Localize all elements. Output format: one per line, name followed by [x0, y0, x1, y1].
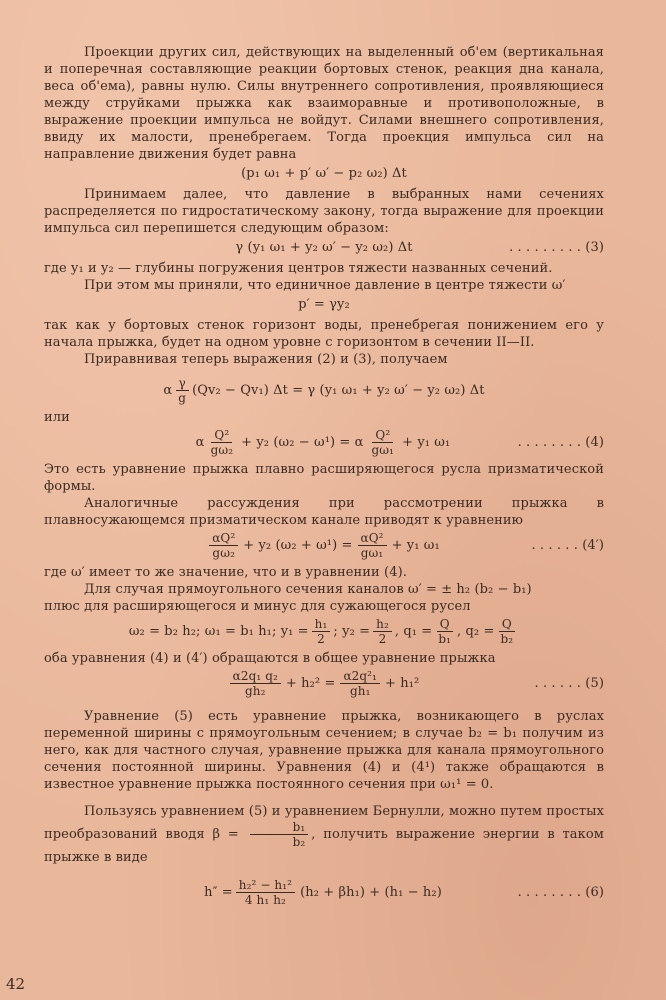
equation-4-tail: + y₁ ω₁ [402, 435, 451, 450]
paragraph-equating: Приравнивая теперь выражения (2) и (3), получаем [84, 352, 448, 367]
equation-3-text: γ (y₁ ω₁ + y₂ ω′ − y₂ ω₂) Δt [235, 240, 413, 255]
fraction-numerator: Q [499, 617, 515, 632]
equation-beta [212, 820, 311, 849]
fraction-numerator: α2q²₁ [340, 669, 380, 684]
equation-rect-fraction-q1 [435, 617, 454, 646]
paragraph-projections: Проекции других сил, действующих на выделенный об'ем (вертикальная и поперечная составляющие реакции бортовых стенок, реакция дна канала, веса об'ема), равны нулю. Силы внутреннего сопротивления, проявляющиеся между струйками прыжка как взаиморавные и противоположные, в выражение проекции импульса не войдут. Силами внешнего сопротивления, ввиду их малости, пренебрегаем. Тогда проекция импульса сил на направление движения будет равна [44, 45, 604, 162]
equation-beta-left: β = [212, 827, 239, 842]
paragraph-expanding-channel: Это есть уравнение прыжка плавно расширяющегося русла призматической формы. [44, 462, 604, 494]
fraction-denominator: gh₁ [349, 684, 371, 698]
fraction-numerator: Q [437, 617, 453, 632]
equation-rectangular-definitions [44, 617, 604, 646]
equation-5-middle: + h₂² = [285, 676, 336, 691]
equation-4 [44, 428, 604, 457]
equation-5-tail: + h₁² [385, 676, 420, 691]
fraction-denominator: b₂ [500, 632, 514, 646]
equation-6-left: h″ = [204, 885, 233, 900]
paragraph-depths: где y₁ и y₂ — глубины погружения центров тяжести названных сечений. [44, 261, 553, 276]
fraction-denominator: 2 [378, 632, 387, 646]
page-number: 42 [6, 975, 26, 993]
paragraph-rectangular-case [44, 581, 604, 598]
paragraph-side-walls: так как у бортовых стенок горизонт воды, пренебрегая понижением его у начала прыжка, будет на одном уровне с горизонтом в сечении II—II. [44, 318, 604, 350]
equation-impulse-text: (p₁ ω₁ + p′ ω′ − p₂ ω₂) Δt [241, 166, 407, 181]
paragraph-hydrostatic: Принимаем далее, что давление в выбранных нами сечениях распределяется по гидростатическому закону, тогда выражение для проекции импульса сил перепишется следующим образом: [44, 187, 604, 236]
equation-equated-alpha: α [163, 383, 173, 398]
equation-5-number: . . . . . . (5) [534, 676, 604, 691]
equation-rect-defs-text: ω₂ = b₂ h₂; ω₁ = b₁ h₁; y₁ = [128, 624, 309, 639]
equation-impulse [44, 165, 604, 182]
fraction-denominator: gω₂ [212, 546, 235, 560]
paragraph-general-equation: оба уравнения (4) и (4′) обращаются в общее уравнение прыжка [44, 651, 496, 666]
fraction-numerator: Q² [372, 428, 393, 443]
fraction-numerator: h₂² − h₁² [236, 878, 295, 893]
equation-4-fraction-left [208, 428, 237, 457]
paragraph-bernoulli [44, 803, 604, 866]
equation-6-fraction [236, 878, 295, 907]
equation-rect-fraction-y1 [312, 617, 331, 646]
equation-3-number: . . . . . . . . . (3) [509, 240, 604, 255]
paragraph-bernoulli-text: Пользуясь уравнением (5) и уравнением Бернулли, можно путем простых преобразований вводя [44, 804, 604, 842]
equation-4-prime-tail: + y₁ ω₁ [391, 538, 440, 553]
equation-rect-y2-label: ; y₂ = [333, 624, 371, 639]
equation-4-prime-number: . . . . . . (4′) [531, 538, 604, 553]
fraction-numerator: b₁ [250, 820, 309, 835]
fraction-numerator: h₁ [312, 617, 331, 632]
paragraph-or: или [44, 410, 70, 425]
fraction-denominator: gh₂ [245, 684, 266, 698]
equation-5 [44, 669, 604, 698]
fraction-denominator: 4 h₁ h₂ [244, 893, 286, 907]
fraction-numerator: αQ² [209, 531, 238, 546]
equation-rect-fraction-q2 [497, 617, 516, 646]
paragraph-narrowing-channel: Аналогичные рассуждения при рассмотрении прыжка в плавносужающемся призматическом канале приводят к уравнению [44, 496, 604, 528]
equation-4-prime-middle: + y₂ (ω₂ + ω¹) = [243, 538, 353, 553]
fraction-numerator: α2q₁ q₂ [230, 669, 281, 684]
paragraph-unit-pressure: При этом мы приняли, что единичное давление в центре тяжести ω′ [84, 278, 566, 293]
equation-4-prime-fraction-right [358, 531, 387, 560]
equation-6-number: . . . . . . . . (6) [517, 885, 604, 900]
equation-3 [44, 239, 604, 256]
fraction-denominator: b₁ [438, 632, 452, 646]
equation-6-tail: (h₂ + βh₁) + (h₁ − h₂) [300, 885, 442, 900]
equation-rect-q1-label: , q₁ = [394, 624, 433, 639]
fraction-denominator: gω₁ [371, 443, 395, 457]
equation-beta-fraction [250, 820, 309, 849]
fraction-numerator: αQ² [358, 531, 387, 546]
equation-pressure-text: p′ = γy₂ [298, 297, 350, 312]
fraction-denominator: g [178, 391, 187, 405]
equation-rect-q2-label: , q₂ = [457, 624, 495, 639]
fraction-numerator: Q² [211, 428, 232, 443]
equation-5-fraction-left [230, 669, 281, 698]
fraction-denominator: gω₁ [360, 546, 384, 560]
fraction-denominator: gω₂ [210, 443, 234, 457]
equation-5-fraction-right [340, 669, 380, 698]
paragraph-bernoulli-tail: , получить выражение энергии в таком прыжке в виде [44, 827, 604, 865]
equation-equated-text: (Qv₂ − Qv₁) Δt = γ (y₁ ω₁ + y₂ ω′ − y₂ ω₂) Δt [192, 383, 485, 398]
equation-equated [44, 376, 604, 405]
equation-pressure [44, 296, 604, 313]
paragraph-plus-minus: плюс для расширяющегося и минус для сужающегося русел [44, 599, 471, 614]
page-text [44, 44, 604, 911]
equation-rect-fraction-y2 [373, 617, 392, 646]
fraction-denominator: b₂ [292, 835, 306, 849]
fraction-numerator: h₂ [373, 617, 392, 632]
equation-4-prime-fraction-left [209, 531, 238, 560]
equation-6 [44, 878, 604, 907]
equation-4-fraction-right [369, 428, 398, 457]
equation-4-alpha: α [195, 435, 205, 450]
equation-4-number: . . . . . . . . (4) [517, 435, 604, 450]
equation-4-prime [44, 531, 604, 560]
equation-equated-fraction [175, 376, 189, 405]
equation-omega-prime: ω′ = ± h₂ (b₂ − b₁) [408, 582, 532, 597]
equation-4-middle: + y₂ (ω₂ − ω¹) = α [241, 435, 364, 450]
paragraph-variable-width: Уравнение (5) есть уравнение прыжка, возникающего в руслах переменной ширины с прямоугольным сечением; в случае b₂ = b₁ получим из него, как для частного случая, уравнение прыжка для канала прямоугольного сечения постоянной ширины. Уравнения (4) и (4¹) также обращаются в известное уравнение прыжка постоянного сечения при ω₁¹ = 0. [44, 709, 604, 792]
paragraph-omega-prime-meaning: где ω′ имеет то же значение, что и в уравнении (4). [44, 565, 407, 580]
paragraph-rectangular-case-text: Для случая прямоугольного сечения каналов [84, 582, 404, 597]
fraction-denominator: 2 [317, 632, 325, 646]
fraction-numerator: γ [176, 376, 189, 391]
